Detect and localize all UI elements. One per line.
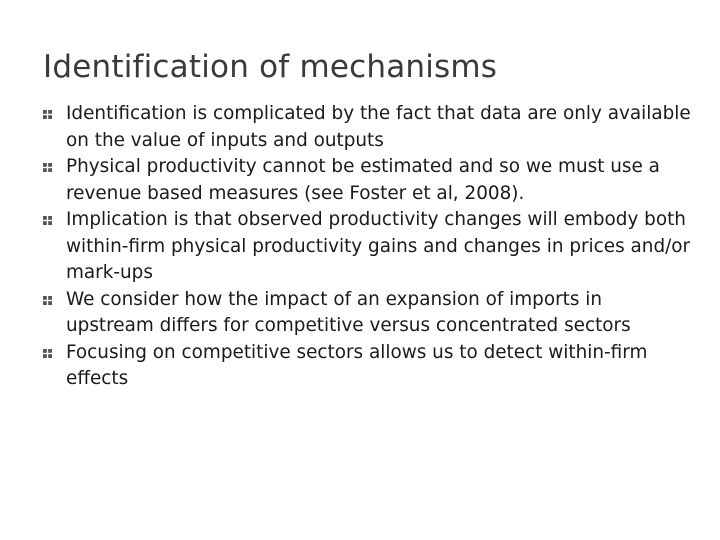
list-item (43, 101, 693, 154)
four-square-bullet-icon (43, 163, 52, 172)
bullet-text: We consider how the impact of an expansion of imports in upstream differs for competitive versus concentrated sectors (66, 288, 631, 336)
list-item (43, 340, 693, 393)
slide-title: Identification of mechanisms (43, 49, 498, 85)
bullet-text: Identification is complicated by the fact that data are only available on the value of inputs and outputs (66, 103, 691, 151)
list-item (43, 154, 693, 207)
bullet-text: Physical productivity cannot be estimated and so we must use a revenue based measures (see Foster et al, 2008). (66, 156, 660, 204)
bullet-text: Focusing on competitive sectors allows us to detect within-firm effects (66, 341, 648, 389)
list-item (43, 207, 693, 287)
four-square-bullet-icon (43, 216, 52, 225)
four-square-bullet-icon (43, 349, 52, 358)
four-square-bullet-icon (43, 296, 52, 305)
bullet-text: Implication is that observed productivity changes will embody both within-firm physical productivity gains and changes in prices and/or mark-ups (66, 209, 691, 283)
bullet-list (43, 101, 693, 393)
list-item (43, 287, 693, 340)
four-square-bullet-icon (43, 110, 52, 119)
